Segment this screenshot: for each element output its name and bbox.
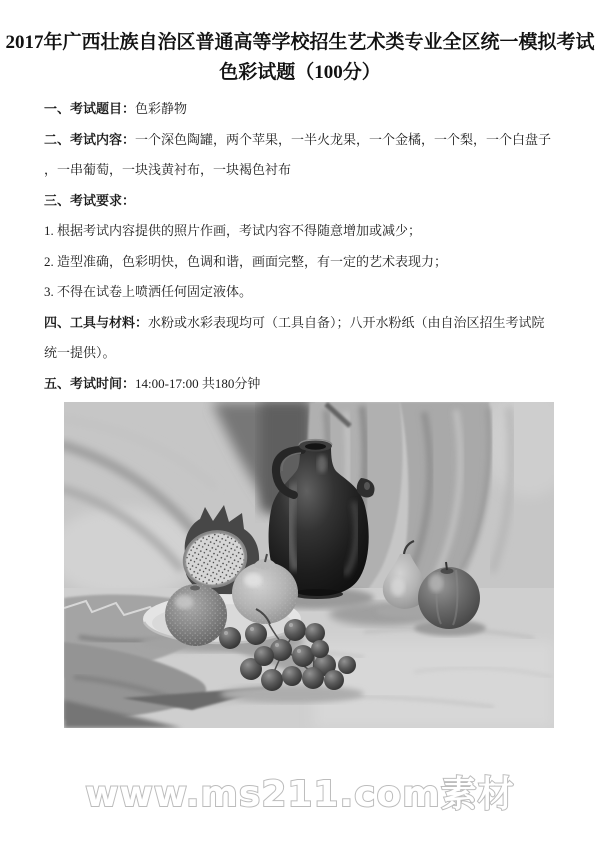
watermark-text: www.ms211.com素材	[85, 774, 515, 815]
section-3-heading: 三、考试要求：	[44, 192, 136, 208]
still-life-photo	[64, 402, 554, 728]
section-5-text: 14:00-17:00 共180分钟	[135, 375, 261, 391]
section-4-line-2: 统一提供）。	[44, 345, 116, 360]
watermark	[0, 764, 600, 824]
section-1-text: 色彩静物	[135, 101, 188, 116]
requirement-2: 2. 造型准确，色彩明快，色调和谐，画面完整，有一定的艺术表现力；	[44, 253, 448, 269]
requirement-1: 1. 根据考试内容提供的照片作画，考试内容不得随意增加或减少；	[44, 223, 422, 238]
section-4-line-1	[44, 308, 564, 339]
section-1-heading: 一、考试题目：	[44, 101, 136, 116]
section-4-heading: 四、工具与材料：	[44, 314, 149, 330]
exam-title-line-2: 色彩试题（100分）	[219, 62, 381, 83]
tangerine	[165, 584, 227, 646]
section-5-heading: 五、考试时间：	[44, 375, 136, 391]
section-2-line-2: ，一串葡萄，一块浅黄衬布，一块褐色衬布	[44, 162, 292, 177]
page-title	[0, 28, 600, 88]
section-5-line	[44, 369, 564, 400]
section-4-text-1: 水粉或水彩表现均可（工具自备）；八开水粉纸（由自治区招生考试院	[148, 314, 545, 330]
still-life-photo-canvas	[64, 402, 554, 728]
exam-title-line-1: 2017年广西壮族自治区普通高等学校招生艺术类专业全区统一模拟考试	[5, 32, 595, 53]
section-2-line-1	[44, 125, 564, 156]
requirement-3: 3. 不得在试卷上喷洒任何固定液体。	[44, 284, 253, 299]
section-1-line	[44, 94, 564, 125]
section-2-text-1: 一个深色陶罐，两个苹果，一半火龙果，一个金橘，一个梨，一个白盘子	[135, 131, 552, 147]
section-2-heading: 二、考试内容：	[44, 131, 136, 147]
section-3-line	[44, 186, 564, 217]
exam-body	[44, 94, 564, 399]
